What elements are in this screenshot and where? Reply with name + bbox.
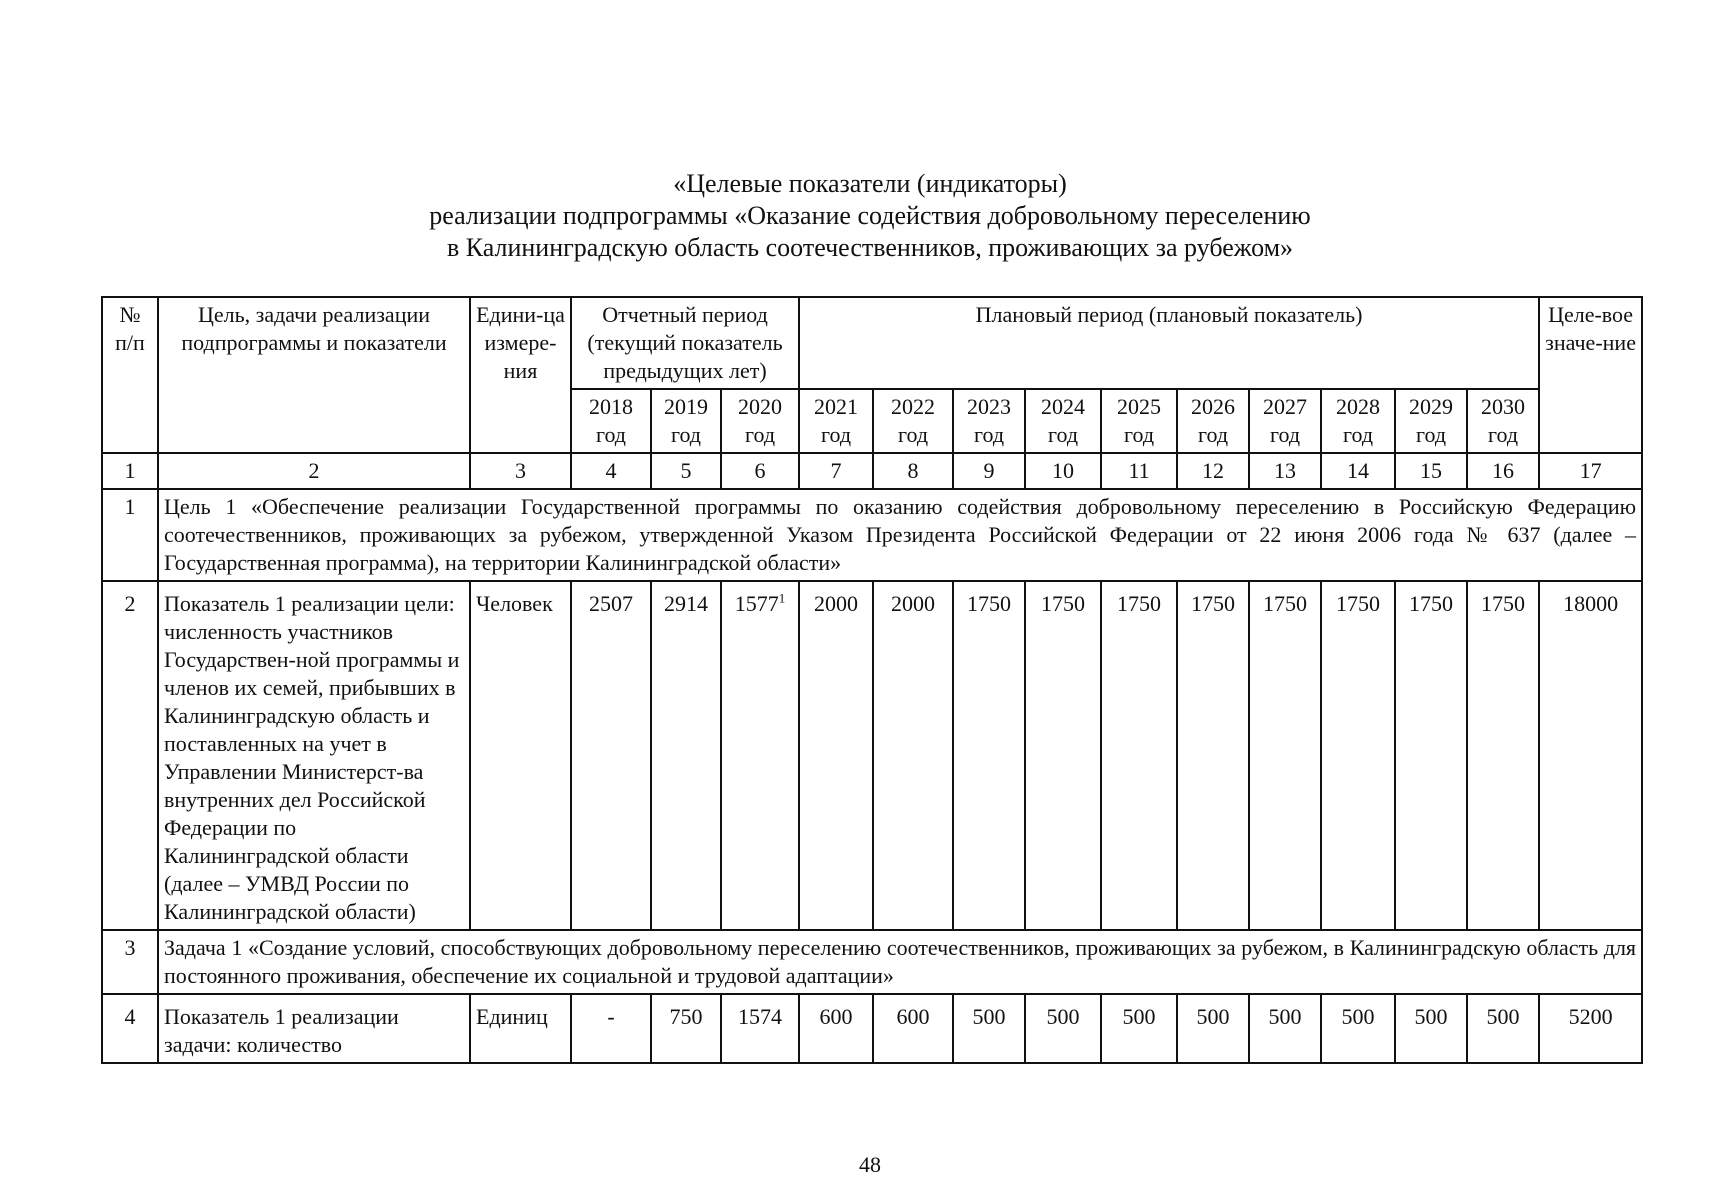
value-cell: 600 — [873, 994, 953, 1063]
title-line-3: в Калининградскую область соотечественников, проживающих за рубежом» — [446, 233, 1294, 262]
row-number: 1 — [102, 489, 158, 581]
table-row — [102, 581, 1642, 930]
column-number: 8 — [873, 453, 953, 489]
task-text: Задача 1 «Создание условий, способствующих добровольному переселению соотечественников, проживающих за рубежом, в Калининградскую область для постоянного проживания, обеспечение их социальной и трудовой адаптации» — [158, 930, 1642, 994]
value-cell: 1574 — [721, 994, 799, 1063]
value-cell: 2507 — [571, 581, 651, 930]
header-year: 2026 год — [1177, 389, 1249, 453]
header-year: 2024 год — [1025, 389, 1101, 453]
column-number: 11 — [1101, 453, 1177, 489]
column-number: 5 — [651, 453, 721, 489]
header-reporting-period: Отчетный период (текущий показатель предыдущих лет) — [571, 297, 799, 389]
column-number: 14 — [1321, 453, 1395, 489]
value-cell: 500 — [1177, 994, 1249, 1063]
header-year: 2029 год — [1395, 389, 1467, 453]
value-cell: - — [571, 994, 651, 1063]
footnote-mark: 1 — [778, 590, 786, 606]
header-num: № п/п — [102, 297, 158, 453]
column-number: 10 — [1025, 453, 1101, 489]
value-cell: 1750 — [953, 581, 1025, 930]
header-row-1 — [102, 297, 1642, 389]
column-number: 7 — [799, 453, 873, 489]
column-number: 6 — [721, 453, 799, 489]
value-cell: 1750 — [1395, 581, 1467, 930]
value-cell: 1750 — [1025, 581, 1101, 930]
header-unit: Едини-ца измере-ния — [470, 297, 571, 453]
value-text: 1577 — [734, 591, 779, 616]
value-cell: 1750 — [1101, 581, 1177, 930]
value-cell: 500 — [1249, 994, 1321, 1063]
row-number: 3 — [102, 930, 158, 994]
goal-text: Цель 1 «Обеспечение реализации Государственной программы по оказанию содействия добровольному переселению в Российскую Федерацию соотечественников, проживающих за рубежом, утвержденной Указом Президента Российской Федерации от 22 июня 2006 года № 637 (далее – Государственная программа), на территории Калининградской области» — [158, 489, 1642, 581]
value-cell: 500 — [1467, 994, 1539, 1063]
header-year: 2027 год — [1249, 389, 1321, 453]
value-cell: 1750 — [1249, 581, 1321, 930]
header-year: 2030 год — [1467, 389, 1539, 453]
value-cell: 2914 — [651, 581, 721, 930]
column-number: 2 — [158, 453, 470, 489]
header-year: 2028 год — [1321, 389, 1395, 453]
table-row — [102, 930, 1642, 994]
value-cell: 750 — [651, 994, 721, 1063]
title-line-2: реализации подпрограммы «Оказание содействия добровольному переселению — [429, 201, 1311, 230]
column-number: 17 — [1539, 453, 1642, 489]
header-year: 2025 год — [1101, 389, 1177, 453]
value-cell: 2000 — [799, 581, 873, 930]
header-year: 2022 год — [873, 389, 953, 453]
header-target: Целе-вое значе-ние — [1539, 297, 1642, 453]
column-numbers-row — [102, 453, 1642, 489]
column-number: 4 — [571, 453, 651, 489]
header-year: 2019 год — [651, 389, 721, 453]
target-value: 18000 — [1539, 581, 1642, 930]
value-cell: 500 — [1395, 994, 1467, 1063]
indicators-table — [101, 296, 1643, 1064]
table-row — [102, 994, 1642, 1063]
value-cell: 500 — [953, 994, 1025, 1063]
value-cell: 500 — [1025, 994, 1101, 1063]
value-cell: 500 — [1101, 994, 1177, 1063]
row-number: 4 — [102, 994, 158, 1063]
column-number: 16 — [1467, 453, 1539, 489]
value-cell: 500 — [1321, 994, 1395, 1063]
column-number: 13 — [1249, 453, 1321, 489]
header-year: 2023 год — [953, 389, 1025, 453]
indicator-unit: Человек — [470, 581, 571, 930]
target-value: 5200 — [1539, 994, 1642, 1063]
indicator-text: Показатель 1 реализации задачи: количество — [158, 994, 470, 1063]
value-cell: 2000 — [873, 581, 953, 930]
column-number: 15 — [1395, 453, 1467, 489]
header-year: 2021 год — [799, 389, 873, 453]
value-cell: 1750 — [1467, 581, 1539, 930]
header-year: 2020 год — [721, 389, 799, 453]
indicator-text: Показатель 1 реализации цели: численность участников Государствен-ной программы и членов их семей, прибывших в Калининградскую область и поставленных на учет в Управлении Министерст-ва внутренних дел Российской Федерации по Калининградской области (далее – УМВД России по Калининградской области) — [158, 581, 470, 930]
value-cell: 1750 — [1177, 581, 1249, 930]
column-number: 1 — [102, 453, 158, 489]
header-goal: Цель, задачи реализации подпрограммы и показатели — [158, 297, 470, 453]
indicator-unit: Единиц — [470, 994, 571, 1063]
row-number: 2 — [102, 581, 158, 930]
table-row — [102, 489, 1642, 581]
header-year: 2018 год — [571, 389, 651, 453]
document-title — [100, 168, 1640, 264]
page-number: 48 — [859, 1152, 881, 1177]
column-number: 9 — [953, 453, 1025, 489]
column-number: 3 — [470, 453, 571, 489]
column-number: 12 — [1177, 453, 1249, 489]
title-line-1: «Целевые показатели (индикаторы) — [673, 169, 1067, 198]
value-cell-with-footnote — [721, 581, 799, 930]
header-planned-period: Плановый период (плановый показатель) — [799, 297, 1539, 389]
value-cell: 1750 — [1321, 581, 1395, 930]
value-cell: 600 — [799, 994, 873, 1063]
